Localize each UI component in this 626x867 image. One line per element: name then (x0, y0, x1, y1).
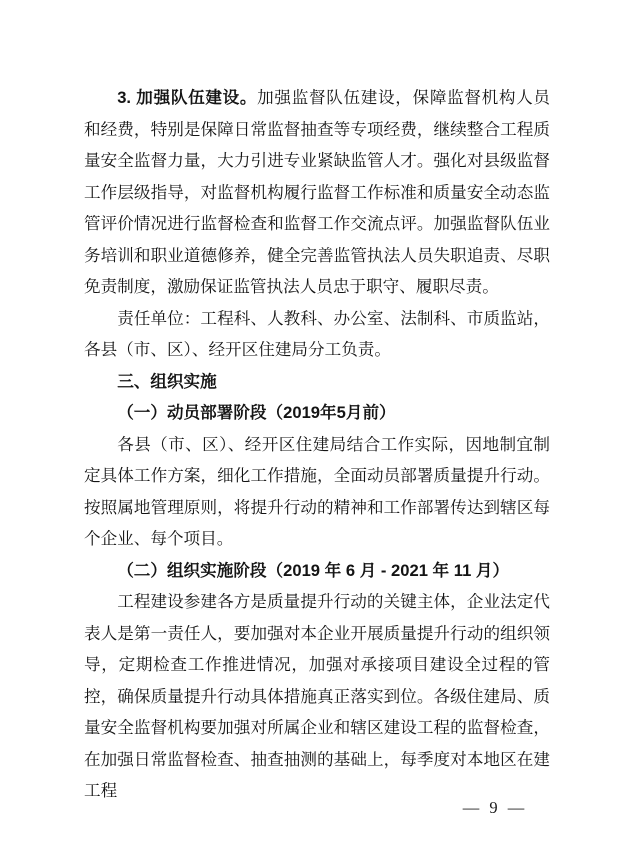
heading-paragraph (84, 555, 550, 587)
bold-text-run: 3. 加强队伍建设。 (117, 88, 258, 107)
page-number: — 9 — (462, 798, 528, 817)
text-run: 工程建设参建各方是质量提升行动的关键主体，企业法定代表人是第一责任人，要加强对本企业开展质量提升行动的组织领导，定期检查工作推进情况，加强对承接项目建设全过程的管控，确保质量提升行动具体措施真正落实到位。各级住建局、质量安全监督机构要加强对所属企业和辖区建设工程的监督检查，在加强日常监督检查、抽查抽测的基础上，每季度对本地区在建工程 (84, 592, 550, 800)
body-paragraph (84, 586, 550, 807)
body-paragraph (84, 82, 550, 303)
text-run: 责任单位：工程科、人教科、办公室、法制科、市质监站，各县（市、区）、经开区住建局分工负责。 (84, 308, 550, 359)
body-paragraph (84, 429, 550, 555)
heading-paragraph (84, 366, 550, 398)
bold-text-run: （一）动员部署阶段（2019年5月前） (117, 403, 396, 422)
text-run: 加强监督队伍建设，保障监督机构人员和经费，特别是保障日常监督抽查等专项经费，继续整合工程质量安全监督力量，大力引进专业紧缺监管人才。强化对县级监督工作层级指导，对监督机构履行监督工作标准和质量安全动态监管评价情况进行监督检查和监督工作交流点评。加强监督队伍业务培训和职业道德修养，健全完善监管执法人员失职追责、尽职免责制度，激励保证监管执法人员忠于职守、履职尽责。 (84, 88, 551, 296)
bold-text-run: 三、组织实施 (117, 371, 217, 391)
text-run: 各县（市、区）、经开区住建局结合工作实际，因地制宜制定具体工作方案，细化工作措施，全面动员部署质量提升行动。按照属地管理原则，将提升行动的精神和工作部署传达到辖区每个企业、每个项目。 (84, 434, 550, 548)
document-body (84, 82, 550, 807)
body-paragraph (84, 303, 550, 366)
heading-paragraph (84, 397, 550, 429)
bold-text-run: （二）组织实施阶段（2019 年 6 月 - 2021 年 11 月） (117, 560, 510, 580)
